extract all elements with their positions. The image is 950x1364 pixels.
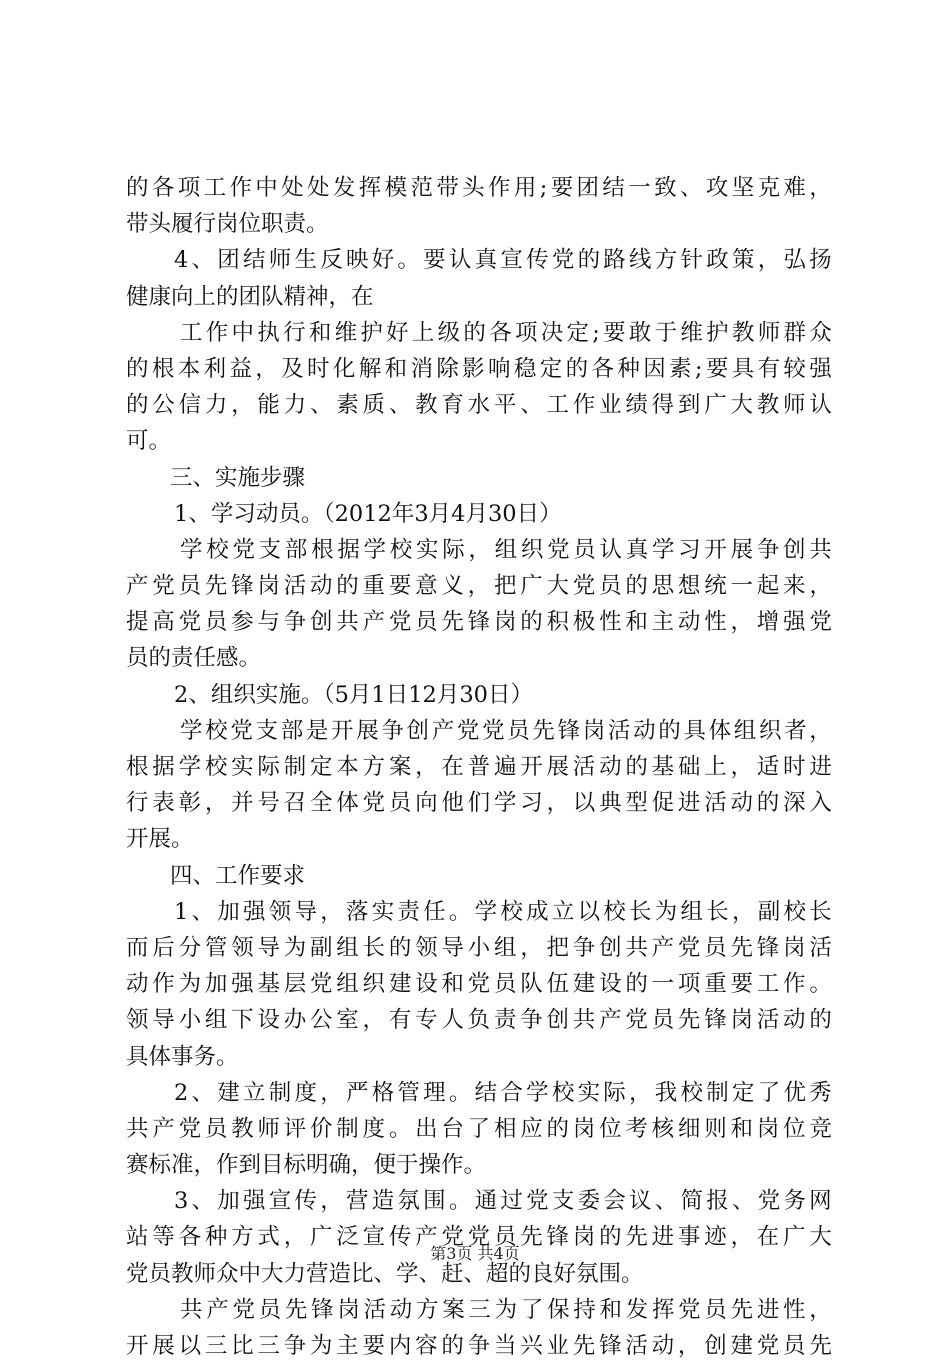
text-line: 2 、 建 立 制 度 ， 严 格 管 理 。 结 合 学 校 实 际 ， 我 校 制 定 了 优 秀: [174, 1079, 832, 1106]
section-heading: 三、实施步骤: [170, 464, 306, 491]
section-heading: 四、工作要求: [170, 862, 306, 889]
page-number-footer: 第3页 共4页: [430, 1244, 520, 1263]
text-line: 产 党 员 先 锋 岗 活 动 的 重 要 意 义 ， 把 广 大 党 员 的 思 想 统 一 起 来 ，: [126, 573, 832, 600]
text-line: 行 表 彰 ， 并 号 召 全 体 党 员 向 他 们 学 习 ， 以 典 型 促 进 活 动 的 深 入: [126, 790, 832, 817]
text-line: 的 公 信 力 ， 能 力 、 素 质 、 教 育 水 平 、 工 作 业 绩 得 到 广 大 教 师 认: [126, 392, 832, 419]
text-line: 3 、 加 强 宣 传 ， 营 造 氛 围 。 通 过 党 支 委 会 议 、 简 报 、 党 务 网: [174, 1188, 832, 1215]
text-line: 赛标准，作到目标明确，便于操作。: [126, 1152, 487, 1179]
text-line: 学 校 党 支 部 是 开 展 争 创 产 党 党 员 先 锋 岗 活 动 的 具 体 组 织 者 ，: [180, 717, 832, 744]
text-line: 健康向上的团队精神，在: [126, 283, 374, 310]
text-line: 1 、 加 强 领 导 ， 落 实 责 任 。 学 校 成 立 以 校 长 为 组 长 ， 副 校 长: [174, 898, 832, 925]
text-line: 提 高 党 员 参 与 争 创 共 产 党 员 先 锋 岗 的 积 极 性 和 主 动 性 ， 增 强 党: [126, 609, 832, 636]
text-line: 具体事务。: [126, 1043, 239, 1070]
text-line: 1、学习动员。（2012年3月4月30日）: [174, 500, 562, 527]
text-line: 领 导 小 组 下 设 办 公 室 ， 有 专 人 负 责 争 创 共 产 党 员 先 锋 岗 活 动 的: [126, 1007, 832, 1034]
text-line: 站 等 各 种 方 式 ， 广 泛 宣 传 产 党 党 员 先 锋 岗 的 先 进 事 迹 ， 在 广 大: [126, 1224, 832, 1251]
text-line: 共 产 党 员 教 师 评 价 制 度 。 出 台 了 相 应 的 岗 位 考 核 细 则 和 岗 位 竞: [126, 1115, 832, 1142]
text-line: 员的责任感。: [126, 645, 262, 672]
text-line: 根 据 学 校 实 际 制 定 本 方 案 ， 在 普 遍 开 展 活 动 的 基 础 上 ， 适 时 进: [126, 754, 832, 780]
text-line: 4 、 团 结 师 生 反 映 好 。 要 认 真 宣 传 党 的 路 线 方 针 政 策 ， 弘 扬: [174, 247, 832, 274]
text-line: 工 作 中 执 行 和 维 护 好 上 级 的 各 项 决 定 ; 要 敢 于 维 护 教 师 群 众: [180, 319, 832, 346]
text-line: 的 各 项 工 作 中 处 处 发 挥 模 范 带 头 作 用 ; 要 团 结 一 致 、 攻 坚 克 难 ，: [126, 175, 832, 201]
text-line: 动 作 为 加 强 基 层 党 组 织 建 设 和 党 员 队 伍 建 设 的 一 项 重 要 工 作 。: [126, 971, 832, 998]
text-line: 共 产 党 员 先 锋 岗 活 动 方 案 三 为 了 保 持 和 发 挥 党 员 先 进 性 ，: [180, 1296, 832, 1323]
text-line: 开展。: [126, 826, 194, 853]
text-line: 党员教师众中大力营造比、学、赶、超的良好氛围。: [126, 1260, 644, 1287]
text-line: 带头履行岗位职责。: [126, 211, 329, 238]
text-line: 可。: [126, 428, 172, 455]
text-line: 2、组织实施。（5月1日12月30日）: [174, 681, 533, 708]
text-line: 而 后 分 管 领 导 为 副 组 长 的 领 导 小 组 ， 把 争 创 共 产 党 员 先 锋 岗 活: [126, 934, 832, 961]
text-line: 学 校 党 支 部 根 据 学 校 实 际 ， 组 织 党 员 认 真 学 习 开 展 争 创 共: [180, 536, 832, 563]
text-line: 的 根 本 利 益 ， 及 时 化 解 和 消 除 影 响 稳 定 的 各 种 因 素 ; 要 具 有 较 强: [126, 355, 832, 382]
text-line: 开 展 以 三 比 三 争 为 主 要 内 容 的 争 当 兴 业 先 锋 活 动 ， 创 建 党 员 先: [126, 1333, 832, 1359]
document-body: [126, 170, 832, 1364]
